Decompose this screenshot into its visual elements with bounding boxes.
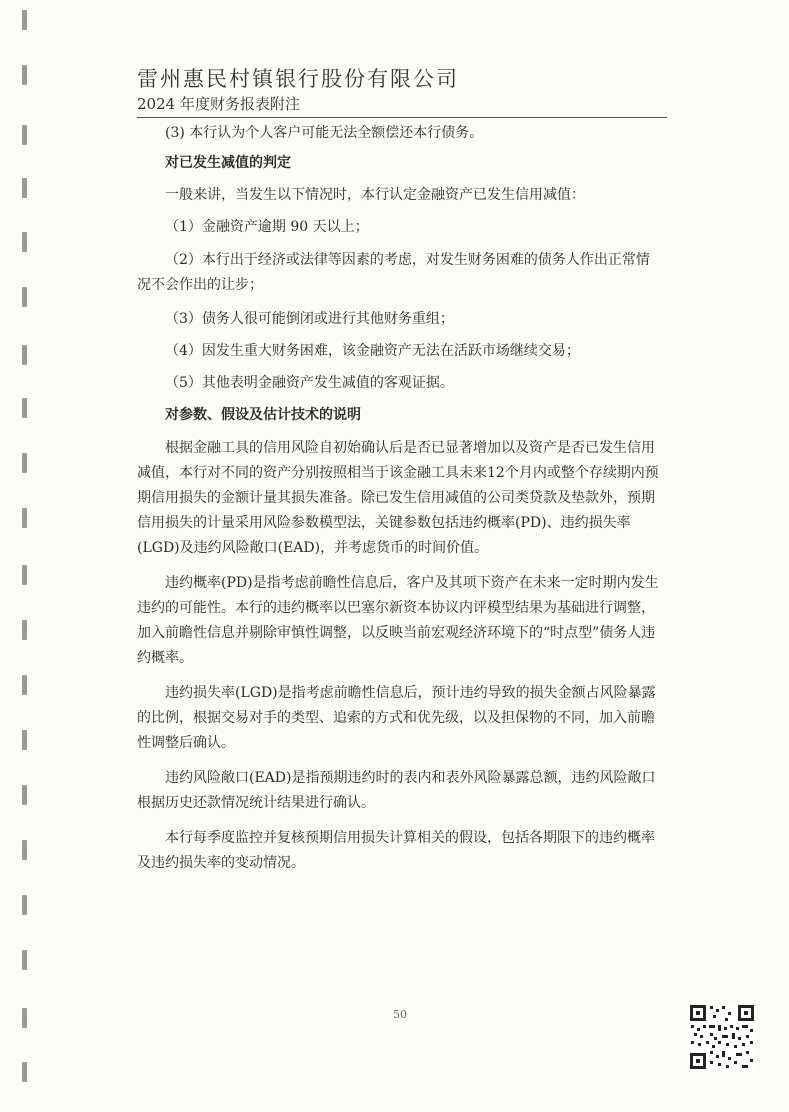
- binding-mark: [22, 950, 27, 970]
- binding-mark: [22, 65, 27, 85]
- paragraph: 违约风险敞口(EAD)是指预期违约时的表内和表外风险暴露总额，违约风险敞口根据历史还款情况统计结果进行确认。: [137, 770, 656, 811]
- paragraph: 根据金融工具的信用风险自初始确认后是否已显著增加以及资产是否已发生信用减值，本行对不同的资产分别按照相当于该金融工具未来12个月内或整个存续期内预期信用损失的金额计量其损失准备。除已发生信用减值的公司类贷款及垫款外，预期信用损失的计量采用风险参数模型法，关键参数包括违约概率(PD)、违约损失率(LGD)及违约风险敞口(EAD)，并考虑货币的时间价值。: [137, 440, 659, 556]
- binding-mark: [22, 730, 27, 750]
- list-item: （1）金融资产逾期 90 天以上；: [165, 219, 369, 235]
- paragraph-line: (3) 本行认为个人客户可能无法全额偿还本行债务。: [165, 125, 484, 141]
- binding-mark: [22, 840, 27, 860]
- list-item: （5）其他表明金融资产发生减值的客观证据。: [165, 375, 454, 391]
- binding-mark: [22, 345, 27, 365]
- page-number: 50: [393, 1008, 407, 1021]
- company-name: 雷州惠民村镇银行股份有限公司: [137, 67, 459, 91]
- page-header: [137, 66, 667, 114]
- document-body: [137, 122, 662, 876]
- binding-mark: [22, 895, 27, 915]
- binding-mark: [22, 398, 27, 418]
- paragraph: 违约损失率(LGD)是指考虑前瞻性信息后，预计违约导致的损失金额占风险暴露的比例，根据交易对手的类型、追索的方式和优先级，以及担保物的不同，加入前瞻性调整后确认。: [137, 685, 656, 751]
- paragraph: 本行每季度监控并复核预期信用损失计算相关的假设，包括各期限下的违约概率及违约损失率的变动情况。: [137, 830, 655, 871]
- paragraph: 违约概率(PD)是指考虑前瞻性信息后，客户及其项下资产在未来一定时期内发生违约的可能性。本行的违约概率以巴塞尔新资本协议内评模型结果为基础进行调整，加入前瞻性信息并剔除审慎性调整，以反映当前宏观经济环境下的“时点型”债务人违约概率。: [137, 575, 659, 666]
- qr-code-icon: [688, 1003, 756, 1071]
- list-item: （3）债务人很可能倒闭或进行其他财务重组；: [165, 311, 454, 327]
- binding-marks: [0, 0, 40, 1112]
- binding-mark: [22, 785, 27, 805]
- binding-mark: [22, 287, 27, 307]
- section-heading: 对已发生减值的判定: [165, 155, 291, 171]
- binding-mark: [22, 1008, 27, 1028]
- binding-mark: [22, 453, 27, 473]
- report-subtitle: 2024 年度财务报表附注: [137, 95, 300, 113]
- binding-mark: [22, 1062, 27, 1082]
- binding-mark: [22, 125, 27, 145]
- binding-mark: [22, 232, 27, 252]
- binding-mark: [22, 620, 27, 640]
- binding-mark: [22, 675, 27, 695]
- binding-mark: [22, 508, 27, 528]
- list-item: （2）本行出于经济或法律等因素的考虑，对发生财务困难的债务人作出正常情况不会作出的让步；: [137, 252, 650, 293]
- paragraph-intro: 一般来讲，当发生以下情况时，本行认定金融资产已发生信用减值：: [165, 187, 585, 203]
- binding-mark: [22, 178, 27, 198]
- section-heading: 对参数、假设及估计技术的说明: [165, 407, 361, 423]
- binding-mark: [22, 565, 27, 585]
- list-item: （4）因发生重大财务困难，该金融资产无法在活跃市场继续交易；: [165, 343, 580, 359]
- binding-mark: [22, 10, 27, 30]
- header-divider: [137, 117, 667, 118]
